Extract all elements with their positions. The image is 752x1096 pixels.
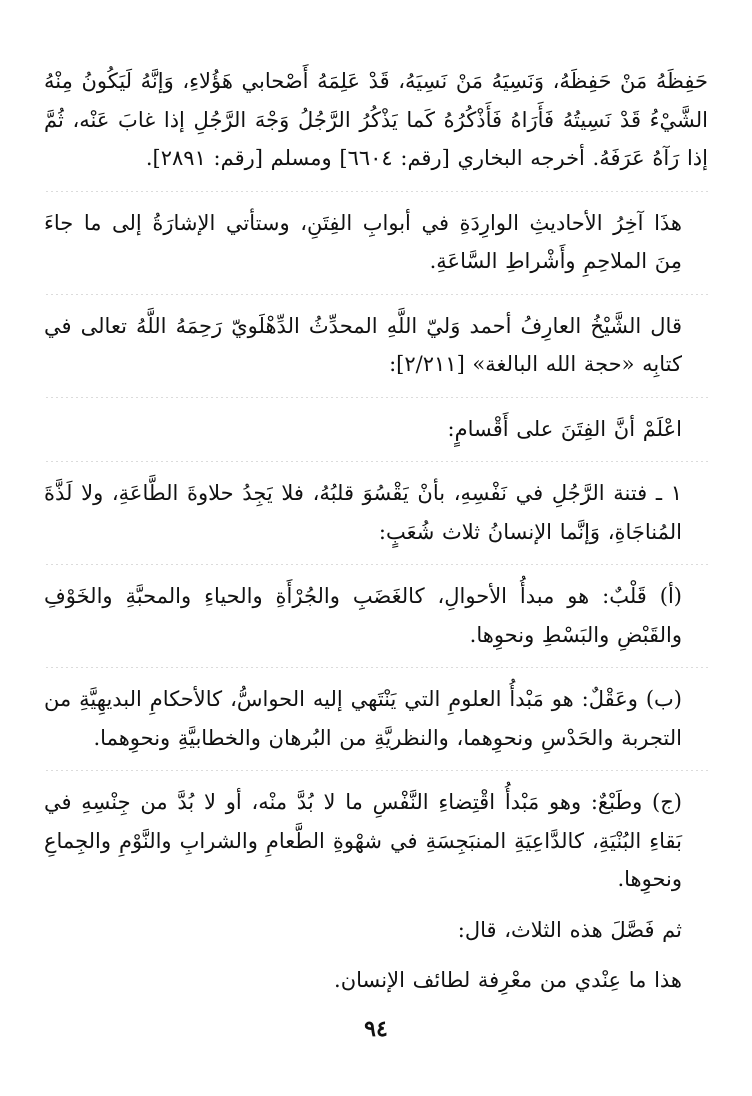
paragraph-divider — [44, 397, 708, 398]
paragraph-fitnat-al-rajul: ١ ـ فتنة الرَّجُلِ في نَفْسِهِ، بأنْ يَقْسُوَ قلبُهُ، فلا يَجِدُ حلاوةَ الطَّاعَةِ، ولا لَذَّةَ المُناجَاةِ، وَإنَّما الإنسانُ ثلاث شُعَبٍ: — [44, 481, 682, 544]
paragraph-divider — [44, 564, 708, 565]
paragraph-qalb: (أ) قَلْبٌ: هو مبدأُ الأحوالِ، كالغَضَبِ والجُرْأَةِ والحياءِ والمحبَّةِ والخَوْفِ والقَبْضِ والبَسْطِ ونحوِها. — [44, 584, 682, 647]
page-number: ٩٤ — [364, 1016, 388, 1042]
paragraph-divider — [44, 294, 708, 295]
paragraph-last-hadiths: هذَا آخِرُ الأحاديثِ الوارِدَةِ في أبوابِ الفِتَنِ، وستأتي الإشارَةُ إلى ما جاءَ مِنَ الملاحِمِ وأَشْراطِ السَّاعَةِ. — [44, 210, 682, 273]
paragraph-tab: (ج) وطَبْعٌ: وهو مَبْدأُ اقْتِضاءِ النَّفْسِ ما لا بُدَّ منْه، أو لا بُدَّ من جِنْسِهِ في بَقاءِ البُنْيَةِ، كالدَّاعِيَةِ المنبَجِسَةِ في شهْوةِ الطَّعامِ والشرابِ والنَّوْمِ والجِماعِ ونحوِها. — [44, 790, 682, 891]
paragraph-divider — [44, 770, 708, 771]
paragraph-hadith: حَفِظَهُ مَنْ حَفِظَهُ، وَنَسِيَهُ مَنْ نَسِيَهُ، قَدْ عَلِمَهُ أَصْحابي هَؤُلاءِ، وَإنَّهُ لَيَكُونُ مِنْهُ الشَّيْءُ قَدْ نَسِيتُهُ فَأَرَاهُ فَأَذْكُرُهُ كَما يَذْكُرُ الرَّجُلُ وَجْهَ الرَّجُلِ إذا غابَ عَنْه، ثُمَّ إذا رَآهُ عَرَفَهُ. أخرجه البخاري [رقم: ٦٦٠٤] ومسلم [رقم: ٢٨٩١]. — [44, 69, 708, 170]
paragraph-conclusion: هذا ما عِنْدي من معْرِفة لطائف الإنسان. — [334, 968, 682, 992]
paragraph-divider — [44, 667, 708, 668]
page-body — [44, 62, 708, 1000]
paragraph-divider — [44, 461, 708, 462]
paragraph-dehlawi-quote: قال الشَّيْخُ العارِفُ أحمد وَليّ اللَّهِ المحدِّثُ الدِّهْلَويّ رَحِمَهُ اللَّهُ تعالى في كتابِه «حجة الله البالغة» [٢/٢١١]: — [44, 313, 682, 376]
paragraph-thumma-fassala: ثم فَصَّلَ هذه الثلاث، قال: — [457, 917, 682, 942]
paragraph-fitan-sections: اعْلَمْ أنَّ الفِتَنَ على أَقْسامٍ: — [447, 416, 682, 441]
paragraph-aql: (ب) وعَقْلٌ: هو مَبْدأُ العلومِ التي يَنْتَهي إليه الحواسُّ، كالأحكامِ البديهِيَّةِ من التجربة والحَدْسِ ونحوِهما، والنظريَّةِ من البُرهان والخطابيَّةِ ونحوِهما. — [44, 687, 682, 750]
paragraph-divider — [44, 191, 708, 192]
